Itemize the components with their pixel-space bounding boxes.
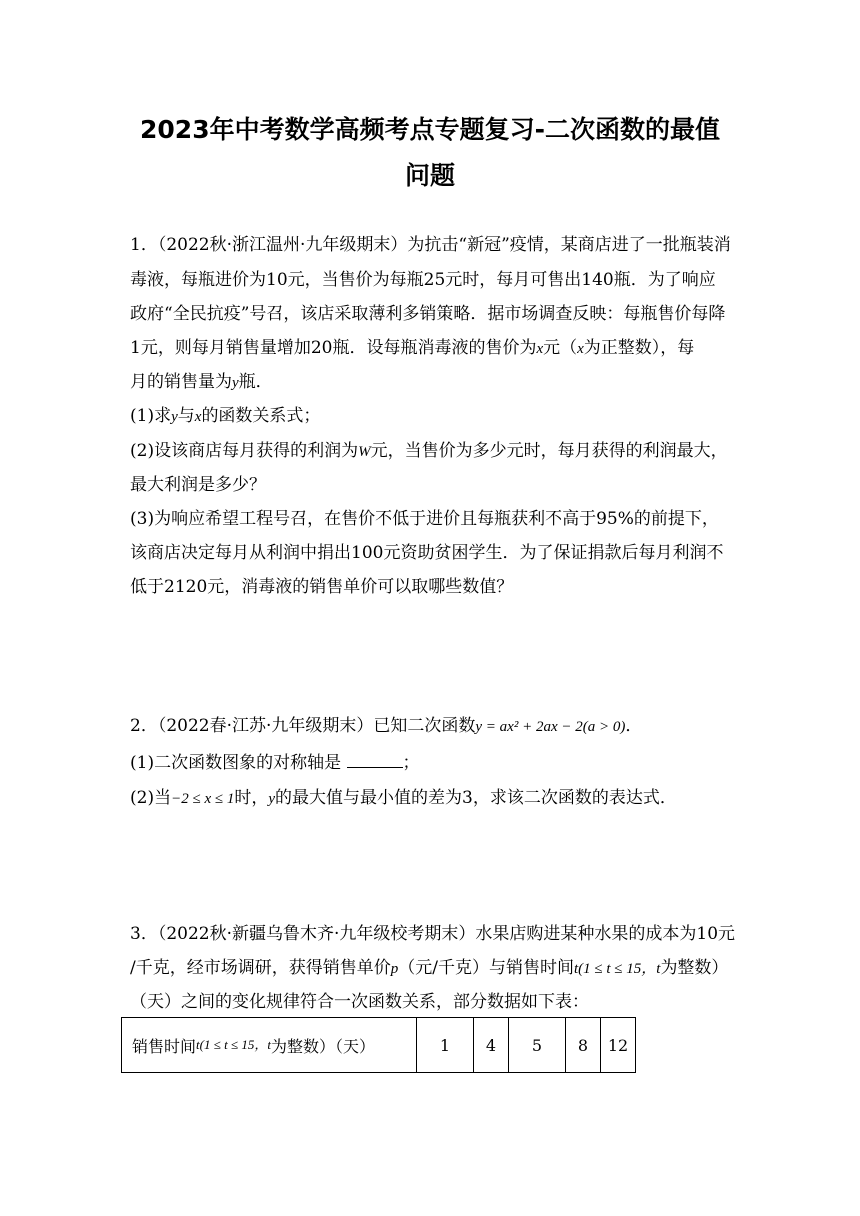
q1-line-3: 政府“全民抗疫”号召，该店采取薄利多销策略．据市场调查反映：每瓶售价每降 [130,304,726,324]
q2-line-1-text-b: ． [625,716,643,736]
q1-line-1: 1．（2022秋·浙江温州·九年级期末）为抗击“新冠”疫情，某商店进了一批瓶装消 [130,235,731,255]
q1-line-5-text-b: 瓶． [238,372,273,392]
var-p: p [390,961,399,977]
table-header-text-a: 销售时间 [132,1036,197,1056]
q1-part-1-text-a: (1)求 [130,406,172,426]
document-title-line-1: 2023年中考数学高频考点专题复习-二次函数的最值 [140,115,720,144]
q3-line-2-text-a: /千克，经市场调研，获得销售单价 [130,958,391,978]
q3-line-2-text-c: 为整数） [660,958,729,978]
var-x: x [577,341,584,357]
q2-part-2-text-b: 时， [234,788,269,808]
quadratic-equation: y = ax² + 2ax − 2(a > 0) [475,719,626,735]
q1-line-4-text-c: 为正整数），每 [583,338,695,358]
q1-line-4 [130,337,694,360]
q1-part-3-line-1: (3)为响应希望工程号召，在售价不低于进价且每瓶获利不高于95%的前提下， [130,509,719,529]
table-cell: 4 [474,1018,509,1073]
table-row [122,1018,636,1073]
q2-part-2-text-c: 的最大值与最小值的差为3，求该二次函数的表达式． [275,788,677,808]
time-range: t(1 ≤ t ≤ 15，t [573,961,661,977]
var-y: y [268,791,276,807]
q3-line-2-text-b: （元/千克）与销售时间 [398,958,574,978]
q1-part-1-text-c: 的函数关系式； [201,406,321,426]
q1-line-4-text-a: 1元，则每月销售量增加20瓶．设每瓶消毒液的售价为 [130,338,537,358]
table-cell: 5 [509,1018,566,1073]
q2-line-1 [130,715,642,738]
table-header-math: t(1 ≤ t ≤ 15，t [196,1036,271,1052]
var-x: x [194,409,202,425]
q1-part-2 [130,440,728,463]
q2-part-1 [130,752,420,774]
q3-line-2 [130,957,728,980]
q3-line-1 [130,923,735,945]
q2-line-1-text-a: 2．（2022春·江苏·九年级期末）已知二次函数 [130,716,476,736]
q1-line-2: 毒液，每瓶进价为10元，当售价为每瓶25元时，每月可售出140瓶．为了响应 [130,270,716,290]
sales-data-table [121,1017,636,1073]
q1-part-2-text-b: 元，当售价为多少元时，每月获得的利润最大， [370,441,728,461]
q3-line-1-text-b: 10元 [696,924,736,944]
q1-part-3-line-3: 低于2120元，消毒液的销售单价可以取哪些数值？ [130,577,514,597]
q2-part-2 [130,787,677,810]
q1-part-1 [130,405,320,428]
q1-line-4-text-b: 元（ [543,338,578,358]
q1-line-5 [130,371,273,394]
var-y: y [171,409,178,425]
table-cell: 8 [566,1018,601,1073]
table-cell: 1 [417,1018,474,1073]
q1-part-2-line-2: 最大利润是多少？ [130,475,266,495]
answer-blank[interactable] [347,752,403,768]
table-header-cell [122,1018,417,1073]
table-cell: 12 [601,1018,636,1073]
q1-part-2-text-a: (2)设该商店每月获得的利润为 [130,441,359,461]
var-w: W [358,444,371,460]
q2-part-1-text-b: ； [402,753,420,773]
q3-line-1-text-a: 3．（2022秋·新疆乌鲁木齐·九年级校考期末）水果店购进某种水果的成本为 [130,924,697,944]
table-header-text-b: 为整数）（天） [270,1036,375,1056]
q2-part-2-text-a: (2)当 [130,788,172,808]
q2-part-1-text-a: (1)二次函数图象的对称轴是 [130,753,342,773]
q3-line-3: （天）之间的变化规律符合一次函数关系，部分数据如下表： [130,992,589,1012]
inequality-range: −2 ≤ x ≤ 1 [171,791,235,807]
q1-line-5-text-a: 月的销售量为 [130,372,232,392]
q1-part-1-text-b: 与 [177,406,195,426]
var-x: x [536,341,544,357]
var-y: y [232,375,239,391]
document-title-line-2: 问题 [404,161,455,190]
q1-part-3-line-2: 该商店决定每月从利润中捐出100元资助贫困学生．为了保证捐款后每月利润不 [130,543,724,563]
